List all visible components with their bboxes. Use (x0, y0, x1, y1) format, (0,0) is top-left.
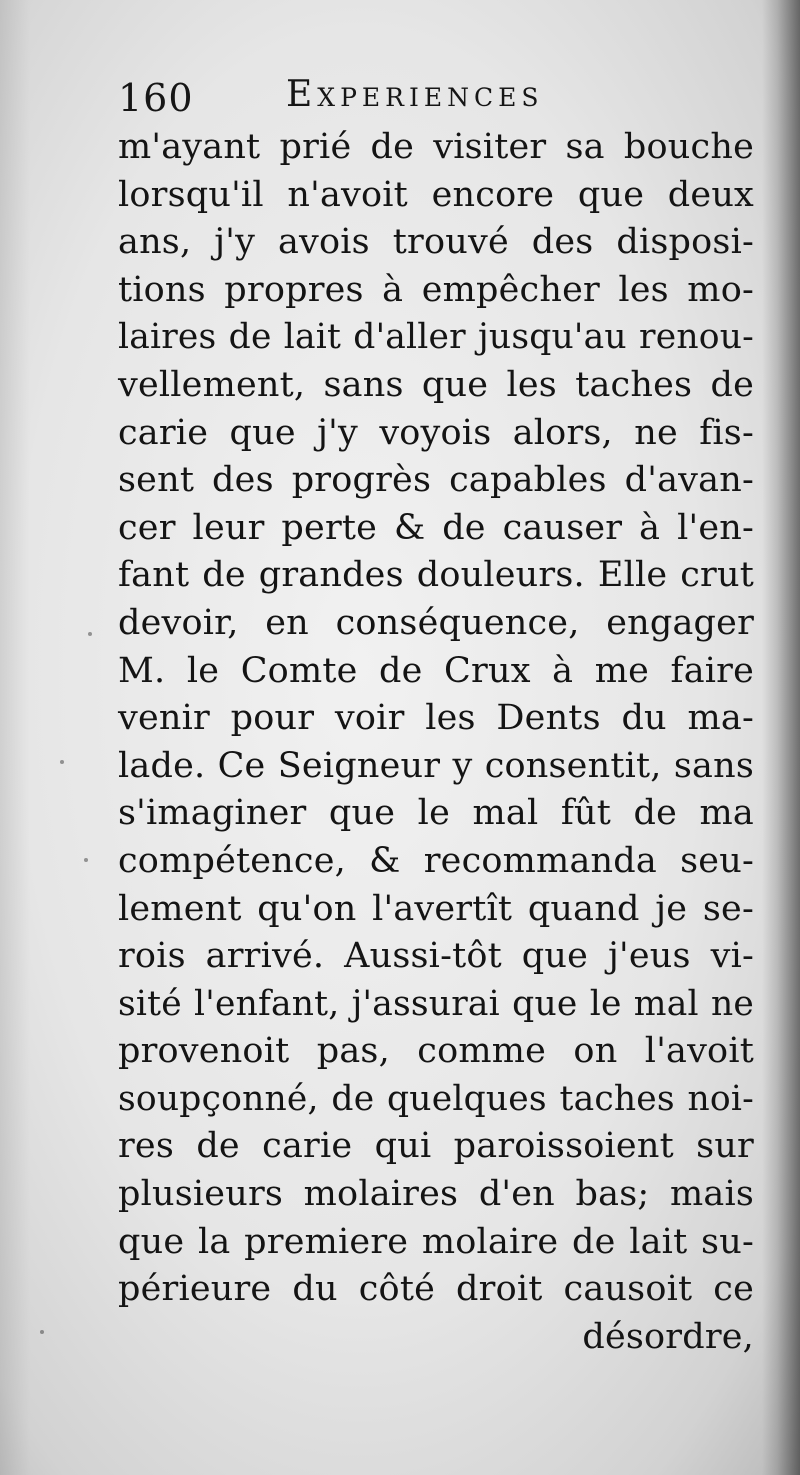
text-line: M. le Comte de Crux à me faire (118, 650, 754, 691)
paper-speck (40, 1330, 44, 1334)
paper-speck (84, 858, 88, 862)
page-edge-shadow (762, 0, 800, 1475)
text-line: ans, j'y avois trouvé des disposi- (118, 222, 754, 263)
page-number: 160 (118, 76, 194, 120)
text-line: sent des progrès capables d'avan- (118, 460, 754, 501)
text-line: carie que j'y voyois alors, ne fis- (118, 412, 754, 453)
running-head: Experiences (286, 74, 544, 115)
text-line: rois arrivé. Aussi-tôt que j'eus vi- (118, 936, 754, 977)
text-line: laires de lait d'aller jusqu'au renou- (118, 317, 754, 358)
catchword-line: désordre, (582, 1316, 754, 1357)
text-line: que la premiere molaire de lait su- (118, 1221, 754, 1262)
text-line: fant de grandes douleurs. Elle crut (118, 555, 754, 596)
text-line: lement qu'on l'avertît quand je se- (118, 888, 754, 929)
text-line: périeure du côté droit causoit ce (118, 1269, 754, 1310)
text-line: res de carie qui paroissoient sur (118, 1126, 754, 1167)
text-line: m'ayant prié de visiter sa bouche (118, 127, 754, 167)
text-line: plusieurs molaires d'en bas; mais (118, 1174, 754, 1215)
paper-speck (60, 760, 64, 764)
page-gutter-shadow (0, 0, 30, 1475)
page-header (118, 70, 758, 122)
text-line: lorsqu'il n'avoit encore que deux (118, 174, 754, 215)
text-line: provenoit pas, comme on l'avoit (118, 1031, 754, 1072)
text-line: s'imaginer que le mal fût de ma (118, 793, 754, 834)
paper-speck (88, 632, 92, 636)
text-line: cer leur perte & de causer à l'en- (118, 507, 754, 548)
text-line: compétence, & recommanda seu- (118, 840, 754, 881)
text-line: devoir, en conséquence, engager (118, 602, 754, 643)
text-line: venir pour voir les Dents du ma- (118, 698, 754, 739)
body-text (118, 124, 754, 1361)
text-line: vellement, sans que les taches de (118, 364, 754, 405)
text-line: tions propres à empêcher les mo- (118, 269, 754, 310)
text-line: soupçonné, de quelques taches noi- (118, 1078, 754, 1119)
text-line: sité l'enfant, j'assurai que le mal ne (118, 983, 754, 1024)
text-line: lade. Ce Seigneur y consentit, sans (118, 745, 754, 786)
